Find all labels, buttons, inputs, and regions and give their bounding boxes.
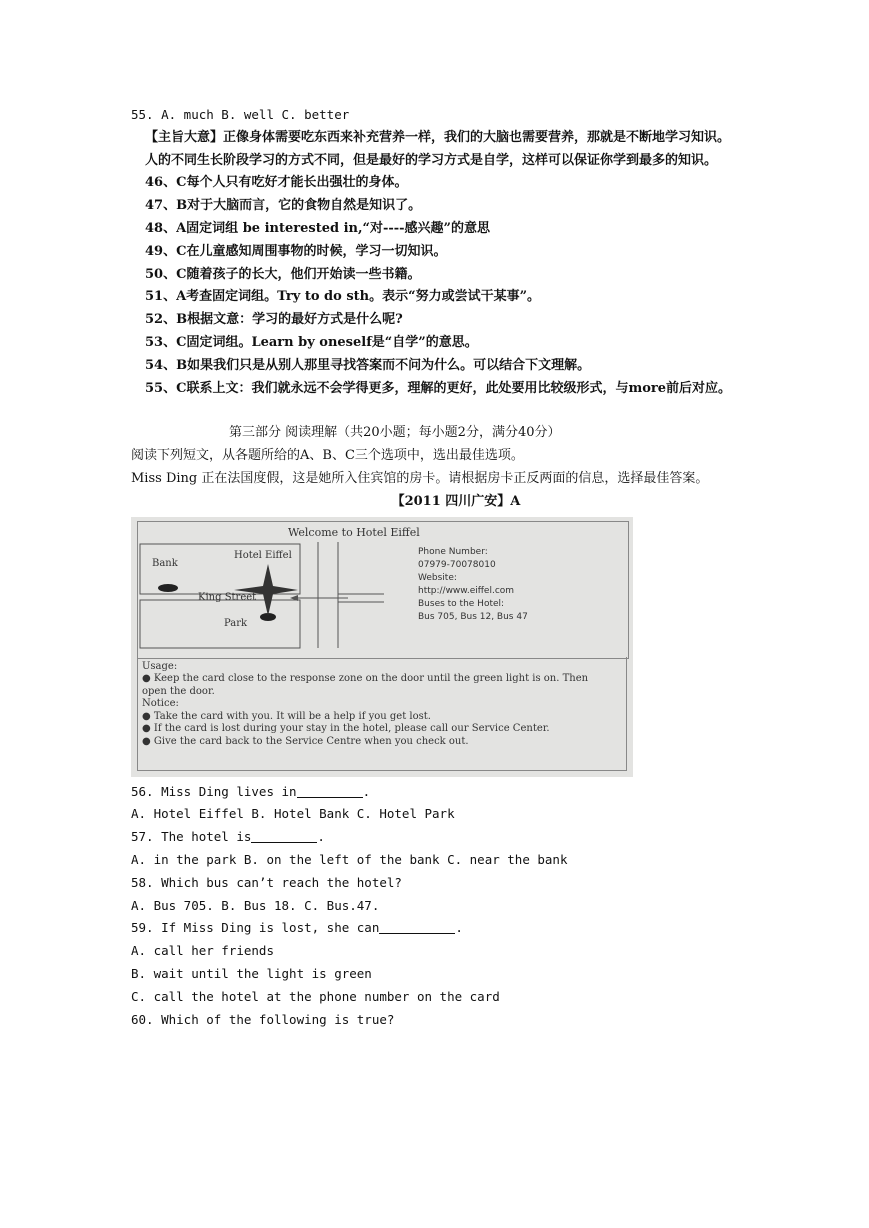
map-street-label: King Street	[198, 591, 257, 603]
q59-option-b: B. wait until the light is green	[131, 965, 372, 981]
info-website: http://www.eiffel.com	[418, 585, 515, 596]
card-info	[418, 546, 528, 624]
q57-options: A. in the park B. on the left of the bank C. near the bank	[131, 851, 568, 867]
notice-heading: Notice:	[142, 698, 179, 710]
main-idea	[131, 127, 741, 173]
explanation-54: 54、B如果我们只是从别人那里寻找答案而不问为什么。可以结合下文理解。	[145, 357, 591, 373]
document-page	[131, 104, 741, 1031]
card-front	[137, 521, 629, 659]
q57-stem: 57. The hotel is	[131, 829, 252, 845]
q59-stem: 59. If Miss Ding is lost, she can	[131, 920, 380, 936]
q56-stem: 56. Miss Ding lives in	[131, 783, 297, 799]
q55-options: 55. A. much B. well C. better	[131, 107, 350, 122]
passage-intro: Miss Ding 正在法国度假，这是她所入住宾馆的房卡。请根据房卡正反两面的信息，选择最佳答案。	[131, 470, 709, 486]
question-57: 57. The hotel is .	[131, 829, 325, 845]
info-phone: 07979-70078010	[418, 559, 496, 570]
part3-title: 第三部分 阅读理解（共20小题；每小题2分，满分40分）	[229, 425, 561, 441]
q59-blank	[379, 919, 455, 934]
usage-heading: Usage:	[142, 660, 178, 672]
question-56: 56. Miss Ding lives in .	[131, 783, 371, 799]
q57-blank	[251, 828, 317, 843]
usage-item-1: ● Keep the card close to the response zone on the door until the green light is on. Then	[142, 673, 589, 685]
info-website-label: Website:	[418, 572, 457, 583]
q59-option-c: C. call the hotel at the phone number on the card	[131, 988, 500, 1004]
source-label: 【2011 四川广安】A	[391, 493, 521, 509]
main-idea-text: 正像身体需要吃东西来补充营养一样，我们的大脑也需要营养，那就是不断地学习知识。人的不同生长阶段学习的方式不同，但是最好的学习方式是自学，这样可以保证你学到最多的知识。	[145, 129, 731, 168]
q56-options: A. Hotel Eiffel B. Hotel Bank C. Hotel Park	[131, 806, 455, 822]
map-bank-label: Bank	[152, 557, 178, 569]
explanation-50: 50、C随着孩子的长大，他们开始读一些书籍。	[145, 266, 421, 282]
question-59: 59. If Miss Ding is lost, she can .	[131, 920, 463, 936]
notice-item-2: ● If the card is lost during your stay in the hotel, please call our Service Center.	[142, 723, 550, 735]
question-60: 60. Which of the following is true?	[131, 1011, 395, 1027]
explanation-55: 55、C联系上文：我们就永远不会学得更多，理解的更好，此处要用比较级形式，与more前后对应。	[145, 380, 731, 396]
explanation-53: 53、C固定词组。Learn by oneself是“自学”的意思。	[145, 334, 478, 350]
explanation-47: 47、B对于大脑而言，它的食物自然是知识了。	[145, 198, 422, 214]
explanation-49: 49、C在儿童感知周围事物的时候，学习一切知识。	[145, 243, 447, 259]
notice-item-1: ● Take the card with you. It will be a help if you get lost.	[142, 710, 431, 722]
part3-instruction: 阅读下列短文，从各题所给的A、B、C三个选项中，选出最佳选项。	[131, 448, 524, 464]
explanation-51: 51、A考查固定词组。Try to do sth。表示“努力或尝试干某事”。	[145, 289, 541, 305]
info-phone-label: Phone Number:	[418, 546, 488, 557]
hotel-card-image	[131, 517, 633, 777]
info-buses: Bus 705, Bus 12, Bus 47	[418, 611, 528, 622]
q58-options: A. Bus 705. B. Bus 18. C. Bus.47.	[131, 897, 380, 913]
explanation-46: 46、C每个人只有吃好才能长出强壮的身体。	[145, 175, 408, 191]
main-idea-label: 【主旨大意】	[145, 129, 224, 145]
map-park-label: Park	[224, 617, 248, 629]
q56-blank	[297, 783, 363, 798]
explanation-48: 48、A固定词组 be interested in,“对----感兴趣”的意思	[145, 220, 491, 236]
card-back	[137, 657, 627, 771]
notice-item-3: ● Give the card back to the Service Centre when you check out.	[142, 735, 469, 747]
question-58: 58. Which bus can’t reach the hotel?	[131, 874, 402, 890]
explanation-52: 52、B根据文意：学习的最好方式是什么呢?	[145, 312, 403, 328]
map-hotel-label: Hotel Eiffel	[234, 549, 292, 561]
usage-item-1-cont: open the door.	[142, 685, 215, 697]
q59-option-a: A. call her friends	[131, 943, 274, 959]
info-buses-label: Buses to the Hotel:	[418, 598, 505, 609]
card-welcome: Welcome to Hotel Eiffel	[288, 525, 420, 539]
hotel-map	[138, 542, 388, 652]
